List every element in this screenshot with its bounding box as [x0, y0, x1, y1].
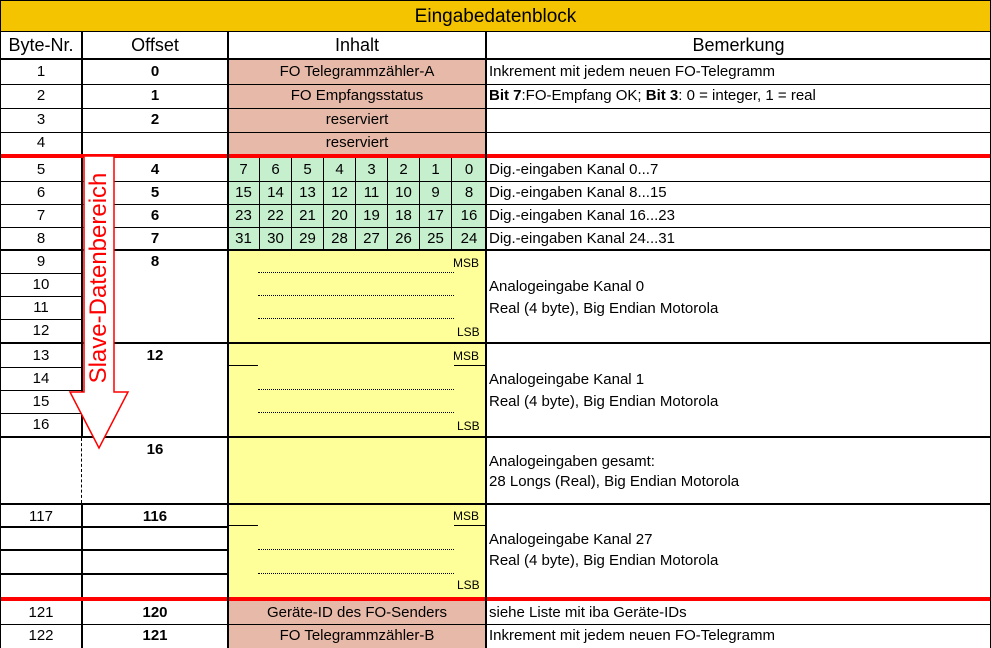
analog-remark-line2: Real (4 byte), Big Endian Motorola — [489, 300, 719, 317]
byte-nr-cell: 14 — [32, 370, 50, 387]
offset-cell: 120 — [142, 604, 168, 621]
byte-nr-cell: 122 — [28, 627, 54, 644]
bit-cell: 20 — [324, 204, 356, 227]
byte-separator — [228, 365, 258, 366]
slave-area-end-separator — [0, 597, 991, 601]
bit-cell: 18 — [388, 204, 420, 227]
grid-line — [0, 342, 991, 344]
status-remark-text1: :FO-Empfang OK; — [521, 87, 646, 104]
byte-nr-cell: 12 — [32, 322, 50, 339]
offset-cell: 2 — [150, 111, 160, 128]
inhalt-cell: reserviert — [325, 111, 389, 128]
byte-nr-cell: 8 — [36, 230, 46, 247]
byte-nr-cell: 1 — [36, 63, 46, 80]
grid-line — [0, 181, 991, 182]
offset-cell: 16 — [146, 441, 164, 458]
header-inhalt: Inhalt — [334, 35, 380, 55]
bemerkung-cell: siehe Liste mit iba Geräte-IDs — [489, 604, 687, 621]
byte-separator — [258, 295, 454, 296]
bit-cell: 5 — [292, 158, 324, 181]
lsb-label: LSB — [457, 419, 480, 433]
grid-line — [0, 624, 991, 625]
byte-nr-cell: 11 — [33, 299, 49, 316]
slave-area-label: Slave-Datenbereich — [85, 172, 112, 384]
inhalt-cell: FO Telegrammzähler-A — [279, 63, 435, 80]
grid-line — [0, 249, 991, 251]
bit-cell: 12 — [324, 181, 356, 204]
status-remark-bit3: Bit 3 — [645, 87, 679, 104]
byte-nr-cell: 117 — [29, 508, 53, 525]
analog-remark-line1: Analogeingabe Kanal 0 — [489, 278, 645, 295]
byte-nr-cell: 10 — [32, 276, 50, 293]
byte-separator — [258, 318, 454, 319]
bit-cell: 1 — [420, 158, 452, 181]
header-offset: Offset — [131, 35, 179, 55]
bit-cell: 23 — [228, 204, 260, 227]
offset-cell: 4 — [150, 161, 160, 178]
bit-cell: 13 — [292, 181, 324, 204]
lsb-label: LSB — [457, 578, 480, 592]
bit-cell: 4 — [324, 158, 356, 181]
bemerkung-cell: Inkrement mit jedem neuen FO-Telegramm — [489, 627, 775, 644]
grid-line — [0, 526, 228, 528]
byte-nr-cell: 9 — [36, 253, 46, 270]
header-bemerkung: Bemerkung — [692, 35, 785, 55]
bit-cell: 22 — [260, 204, 292, 227]
offset-cell: 116 — [142, 508, 168, 525]
grid-line — [0, 436, 991, 438]
offset-cell: 7 — [150, 230, 160, 247]
bit-cell: 9 — [420, 181, 452, 204]
byte-separator — [454, 525, 486, 526]
analog-inputs-background — [228, 250, 486, 597]
analog-remark-line1: Analogeingabe Kanal 27 — [489, 531, 653, 548]
grid-line — [485, 32, 487, 648]
bit-cell: 31 — [228, 227, 260, 250]
status-remark-bit7: Bit 7 — [489, 87, 522, 104]
grid-line — [0, 84, 991, 85]
bit-cell: 17 — [420, 204, 452, 227]
bemerkung-cell: Dig.-eingaben Kanal 0...7 — [489, 161, 659, 178]
status-remark-text2: : 0 = integer, 1 = real — [678, 87, 816, 104]
byte-nr-cell: 7 — [36, 207, 46, 224]
offset-cell: 0 — [150, 63, 160, 80]
lsb-label: LSB — [457, 325, 480, 339]
bit-cell: 11 — [356, 181, 388, 204]
grid-line — [0, 108, 991, 109]
byte-nr-cell: 2 — [36, 87, 46, 104]
analog-remark-line1: Analogeingabe Kanal 1 — [489, 371, 645, 388]
offset-cell: 1 — [150, 87, 160, 104]
bit-cell: 8 — [452, 181, 486, 204]
bit-cell: 26 — [388, 227, 420, 250]
byte-separator — [258, 573, 454, 574]
bit-cell: 29 — [292, 227, 324, 250]
grid-line — [0, 549, 228, 551]
bit-cell: 21 — [292, 204, 324, 227]
inhalt-cell: Geräte-ID des FO-Senders — [266, 604, 448, 621]
byte-separator — [258, 412, 454, 413]
offset-cell: 12 — [146, 347, 164, 364]
analog-remark-line2: 28 Longs (Real), Big Endian Motorola — [489, 473, 740, 490]
bit-cell: 28 — [324, 227, 356, 250]
bit-cell: 25 — [420, 227, 452, 250]
grid-line — [0, 132, 991, 133]
offset-cell: 121 — [142, 627, 168, 644]
bit-cell: 15 — [228, 181, 260, 204]
byte-nr-cell: 16 — [32, 416, 50, 433]
byte-separator — [258, 389, 454, 390]
byte-separator — [454, 365, 486, 366]
byte-nr-cell: 121 — [28, 604, 54, 621]
msb-label: MSB — [453, 256, 480, 270]
bemerkung-cell: Inkrement mit jedem neuen FO-Telegramm — [489, 63, 775, 80]
grid-line — [0, 32, 1, 648]
bemerkung-cell: Dig.-eingaben Kanal 24...31 — [489, 230, 675, 247]
byte-nr-cell: 4 — [36, 134, 46, 151]
bit-cell: 6 — [260, 158, 292, 181]
header-byte-nr: Byte-Nr. — [8, 35, 74, 55]
grid-line — [81, 503, 83, 597]
bit-cell: 14 — [260, 181, 292, 204]
bit-cell: 16 — [452, 204, 486, 227]
inhalt-cell: FO Empfangsstatus — [290, 87, 424, 104]
bit-cell: 27 — [356, 227, 388, 250]
grid-line — [81, 32, 83, 154]
bit-cell: 19 — [356, 204, 388, 227]
offset-cell: 8 — [150, 253, 160, 270]
byte-nr-cell: 6 — [36, 184, 46, 201]
slave-area-start-separator — [0, 154, 991, 158]
analog-remark-line1: Analogeingaben gesamt: — [489, 453, 655, 470]
analog-remark-line2: Real (4 byte), Big Endian Motorola — [489, 393, 719, 410]
byte-nr-cell: 15 — [32, 393, 50, 410]
bit-cell: 2 — [388, 158, 420, 181]
bemerkung-cell: Dig.-eingaben Kanal 16...23 — [489, 207, 675, 224]
grid-line — [227, 32, 229, 648]
grid-line — [0, 58, 991, 60]
byte-separator — [258, 272, 454, 273]
bit-cell: 0 — [452, 158, 486, 181]
grid-line — [81, 601, 83, 648]
status-remark — [489, 84, 989, 108]
msb-label: MSB — [453, 349, 480, 363]
bit-cell: 3 — [356, 158, 388, 181]
table-title: Eingabedatenblock — [0, 0, 991, 32]
inhalt-cell: reserviert — [325, 134, 389, 151]
bit-cell: 24 — [452, 227, 486, 250]
byte-separator — [258, 549, 454, 550]
grid-line — [0, 503, 991, 505]
offset-cell: 6 — [150, 207, 160, 224]
msb-label: MSB — [453, 509, 480, 523]
inhalt-cell: FO Telegrammzähler-B — [279, 627, 435, 644]
byte-separator — [228, 525, 258, 526]
byte-nr-cell: 3 — [36, 111, 46, 128]
grid-line — [0, 204, 991, 205]
bit-cell: 30 — [260, 227, 292, 250]
grid-line — [0, 573, 228, 575]
byte-nr-cell: 13 — [32, 347, 50, 364]
offset-cell: 5 — [150, 184, 160, 201]
bemerkung-cell: Dig.-eingaben Kanal 8...15 — [489, 184, 667, 201]
bit-cell: 7 — [228, 158, 260, 181]
byte-nr-cell: 5 — [36, 161, 46, 178]
analog-remark-line2: Real (4 byte), Big Endian Motorola — [489, 552, 719, 569]
grid-line — [0, 227, 991, 228]
bit-cell: 10 — [388, 181, 420, 204]
